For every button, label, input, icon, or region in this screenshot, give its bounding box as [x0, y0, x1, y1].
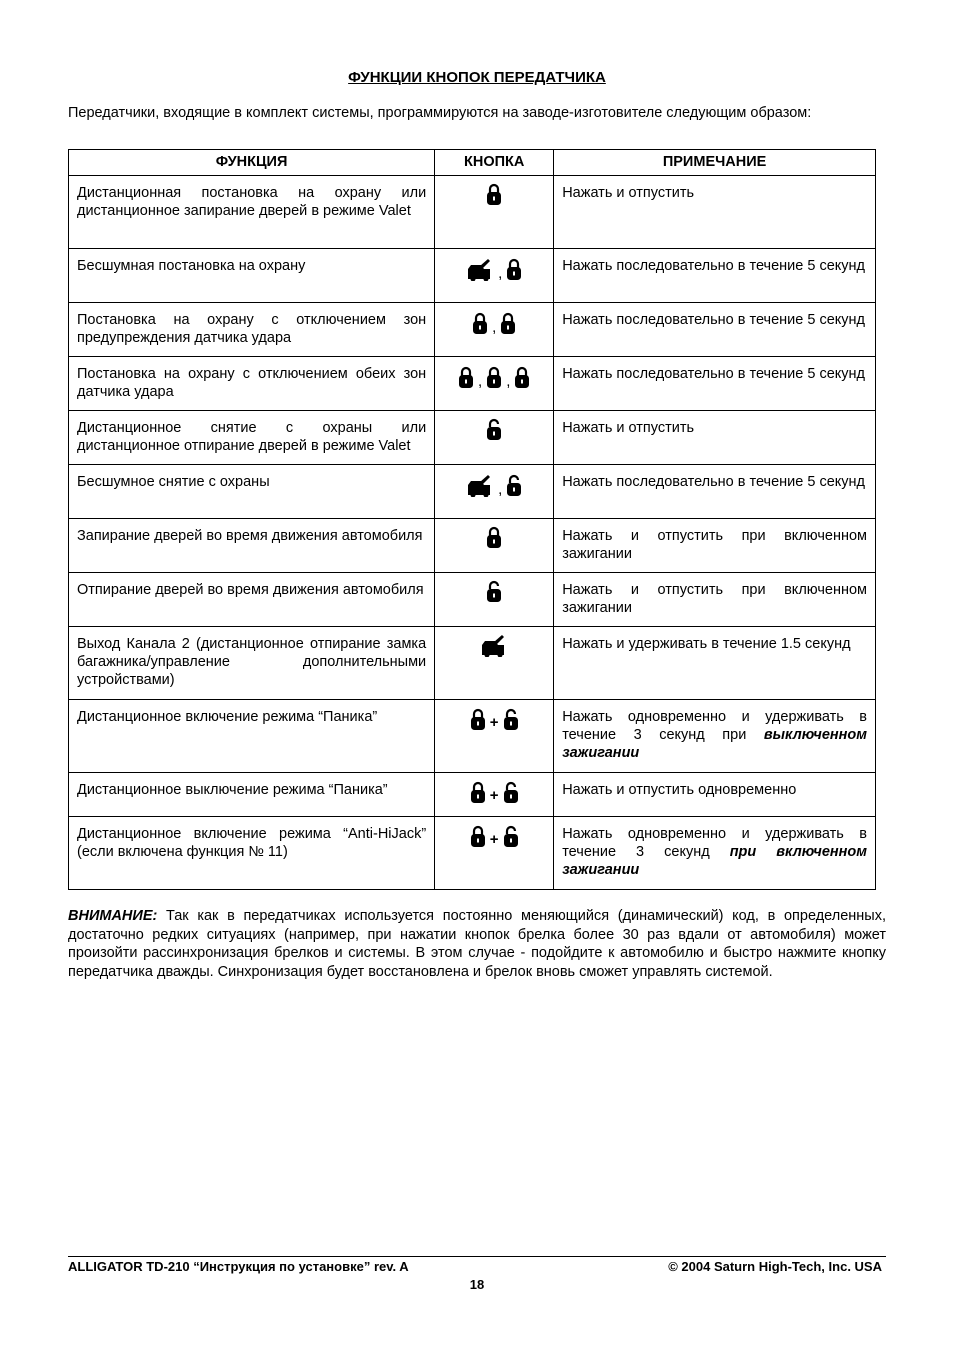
header-function: ФУНКЦИЯ	[69, 150, 435, 176]
button-cell	[435, 176, 554, 249]
lock-closed-icon	[470, 780, 486, 804]
note-text: Нажать и отпустить при включенном зажигании	[562, 582, 867, 617]
function-cell: Дистанционное включение режима “Anti-HiJack” (если включена функция № 11)	[69, 817, 435, 890]
lock-open-icon	[486, 417, 502, 441]
separator-plus: +	[489, 714, 499, 731]
function-cell: Запирание дверей во время движения автомобиля	[69, 519, 435, 573]
lock-closed-icon	[486, 182, 502, 206]
separator-comma: ,	[478, 373, 483, 390]
separator-comma: ,	[498, 265, 503, 282]
function-cell: Постановка на охрану с отключением обеих зон датчика удара	[69, 357, 435, 411]
table-row	[69, 773, 876, 817]
warning-text: Так как в передатчиках используется постоянно меняющийся (динамический) код, в определенных, достаточно редких ситуациях (например, при нажатии кнопок брелка более 30 раз вдали от автомобиля) может произойти рассинхронизация брелков и системы. В этом случае - подойдите к автомобилю и быстро нажмите кнопку передатчика дважды. Синхронизация будет восстановлена и брелок вновь сможет управлять системой.	[68, 908, 886, 980]
button-cell	[435, 411, 554, 465]
note-cell	[554, 817, 876, 890]
function-cell: Бесшумное снятие с охраны	[69, 465, 435, 519]
function-cell: Отпирание дверей во время движения автомобиля	[69, 573, 435, 627]
lock-closed-icon	[500, 311, 516, 335]
lock-closed-icon	[472, 311, 488, 335]
note-cell	[554, 573, 876, 627]
note-text: Нажать одновременно и удерживать в течение 3 секунд	[562, 826, 867, 861]
table-row	[69, 176, 876, 249]
footer-doc-title: ALLIGATOR TD-210 “Инструкция по установке” rev. A	[68, 1259, 409, 1274]
table-row	[69, 411, 876, 465]
button-cell	[435, 773, 554, 817]
function-cell: Бесшумная постановка на охрану	[69, 249, 435, 303]
separator-plus: +	[489, 787, 499, 804]
function-cell: Постановка на охрану с отключением зон предупреждения датчика удара	[69, 303, 435, 357]
function-cell: Дистанционная постановка на охрану или дистанционное запирание дверей в режиме Valet	[69, 176, 435, 249]
note-emphasis: выключенном зажигании	[562, 727, 868, 762]
note-cell	[554, 176, 876, 249]
header-button: КНОПКА	[435, 150, 554, 176]
note-cell	[554, 303, 876, 357]
separator-plus: +	[489, 831, 499, 848]
footer-copyright: © 2004 Saturn High-Tech, Inc. USA	[668, 1259, 882, 1274]
table-row	[69, 303, 876, 357]
lock-closed-icon	[458, 365, 474, 389]
note-text: Нажать последовательно в течение 5 секунд	[562, 312, 866, 328]
function-cell: Дистанционное выключение режима “Паника”	[69, 773, 435, 817]
lock-closed-icon	[470, 824, 486, 848]
trunk-car-icon	[466, 473, 494, 497]
warning-paragraph	[68, 907, 886, 981]
note-cell	[554, 519, 876, 573]
lock-open-icon	[486, 579, 502, 603]
table-row	[69, 465, 876, 519]
separator-comma: ,	[506, 373, 511, 390]
lock-closed-icon	[506, 257, 522, 281]
warning-lead: ВНИМАНИЕ:	[68, 908, 158, 924]
lock-closed-icon	[486, 525, 502, 549]
note-cell	[554, 411, 876, 465]
table-row	[69, 249, 876, 303]
lock-open-icon	[503, 824, 519, 848]
page-number: 18	[469, 1277, 485, 1292]
button-cell	[435, 357, 554, 411]
function-cell: Выход Канала 2 (дистанционное отпирание замка багажника/управление дополнительными устройствами)	[69, 627, 435, 700]
note-text: Нажать и удерживать в течение 1.5 секунд	[562, 636, 851, 652]
table-row	[69, 573, 876, 627]
note-cell	[554, 700, 876, 773]
header-note: ПРИМЕЧАНИЕ	[554, 150, 876, 176]
button-cell	[435, 573, 554, 627]
button-cell	[435, 700, 554, 773]
note-text: Нажать и отпустить	[562, 420, 695, 436]
lock-open-icon	[503, 707, 519, 731]
note-emphasis: при включенном зажигании	[562, 844, 867, 879]
lock-open-icon	[503, 780, 519, 804]
note-text: Нажать последовательно в течение 5 секунд	[562, 366, 866, 382]
button-cell	[435, 519, 554, 573]
button-cell	[435, 249, 554, 303]
table-row	[69, 627, 876, 700]
lock-closed-icon	[486, 365, 502, 389]
note-cell	[554, 465, 876, 519]
footer-divider	[68, 1256, 886, 1257]
button-cell	[435, 303, 554, 357]
note-cell	[554, 357, 876, 411]
note-text: Нажать последовательно в течение 5 секунд	[562, 258, 866, 274]
lock-open-icon	[506, 473, 522, 497]
table-row	[69, 700, 876, 773]
table-row	[69, 519, 876, 573]
note-text: Нажать и отпустить при включенном зажигании	[562, 528, 867, 563]
note-cell	[554, 773, 876, 817]
function-cell: Дистанционное включение режима “Паника”	[69, 700, 435, 773]
lock-closed-icon	[470, 707, 486, 731]
separator-comma: ,	[498, 481, 503, 498]
button-cell	[435, 817, 554, 890]
button-functions-table	[68, 149, 876, 890]
note-text: Нажать и отпустить одновременно	[562, 782, 797, 798]
intro-paragraph: Передатчики, входящие в комплект системы, программируются на заводе-изготовителе следующим образом:	[68, 105, 812, 121]
trunk-car-icon	[466, 257, 494, 281]
function-cell: Дистанционное снятие с охраны или дистанционное отпирание дверей в режиме Valet	[69, 411, 435, 465]
lock-closed-icon	[514, 365, 530, 389]
button-cell	[435, 627, 554, 700]
table-row	[69, 357, 876, 411]
button-cell	[435, 465, 554, 519]
note-text: Нажать одновременно и удерживать в течение 3 секунд при	[562, 709, 867, 744]
page-title: ФУНКЦИИ КНОПОК ПЕРЕДАТЧИКА	[348, 69, 606, 86]
table-header-row	[69, 150, 876, 176]
note-cell	[554, 249, 876, 303]
table-row	[69, 817, 876, 890]
note-text: Нажать и отпустить	[562, 185, 695, 201]
trunk-car-icon	[480, 633, 508, 657]
separator-comma: ,	[492, 319, 497, 336]
note-cell	[554, 627, 876, 700]
note-text: Нажать последовательно в течение 5 секунд	[562, 474, 866, 490]
